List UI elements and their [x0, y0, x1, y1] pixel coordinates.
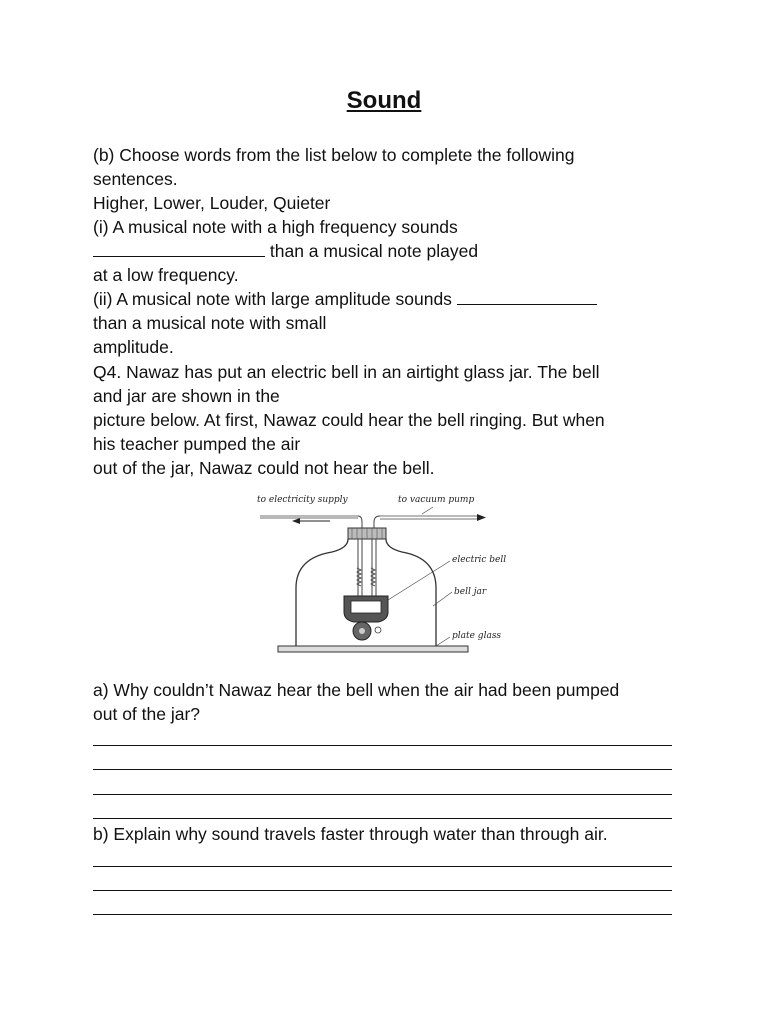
question-ii-line-1: [93, 287, 597, 311]
question-ii-line-2: than a musical note with small: [93, 313, 327, 333]
arrow-right-head: [477, 514, 486, 521]
question-ii-line-1-text: (ii) A musical note with large amplitude sounds: [93, 289, 457, 309]
q4-line-2: and jar are shown in the: [93, 386, 280, 406]
bell-label-leader: [388, 561, 450, 600]
label-plate-glass: plate glass: [452, 631, 502, 641]
pump-label-leader: [422, 507, 433, 514]
fill-in-blank-i[interactable]: [93, 240, 265, 257]
answer-line-a-2[interactable]: [93, 769, 672, 770]
part-b-intro-line-1: (b) Choose words from the list below to complete the following: [93, 145, 575, 165]
arrow-left-head: [292, 518, 300, 524]
question-i-line-2: [93, 239, 478, 263]
bell-jar-diagram: [250, 488, 520, 663]
plate-glass-base: [278, 646, 468, 652]
question-i-line-3: at a low frequency.: [93, 265, 239, 285]
answer-line-b-1[interactable]: [93, 866, 672, 867]
answer-line-a-1[interactable]: [93, 745, 672, 746]
answer-line-b-2[interactable]: [93, 890, 672, 891]
word-list: Higher, Lower, Louder, Quieter: [93, 193, 331, 213]
bell-jar-left-wall: [296, 539, 348, 646]
question-ii-line-3: amplitude.: [93, 337, 174, 357]
label-bell-jar: bell jar: [454, 587, 487, 597]
question-a-line-2: out of the jar?: [93, 704, 201, 724]
fill-in-blank-ii[interactable]: [457, 288, 597, 305]
label-to-vacuum-pump: to vacuum pump: [398, 495, 475, 505]
q4-line-1: Q4. Nawaz has put an electric bell in an airtight glass jar. The bell: [93, 362, 600, 382]
question-a-line-1: a) Why couldn’t Nawaz hear the bell when the air had been pumped: [93, 680, 620, 700]
bell-striker-icon: [375, 627, 381, 633]
question-b-line-1: b) Explain why sound travels faster through water than through air.: [93, 824, 608, 844]
q4-line-5: out of the jar, Nawaz could not hear the bell.: [93, 458, 435, 478]
answer-line-b-3[interactable]: [93, 914, 672, 915]
q4-line-4: his teacher pumped the air: [93, 434, 301, 454]
electric-bell-window: [351, 601, 381, 613]
label-to-electricity-supply: to electricity supply: [257, 495, 348, 505]
bell-jar-right-wall: [386, 539, 436, 646]
label-electric-bell: electric bell: [452, 555, 507, 565]
plate-label-leader: [436, 637, 450, 646]
bell-jar-illustration: [250, 488, 520, 663]
question-i-line-1: (i) A musical note with a high frequency sounds: [93, 217, 458, 237]
part-b-intro-line-2: sentences.: [93, 169, 178, 189]
pipe-bend-right: [374, 516, 380, 528]
q4-line-3: picture below. At first, Nawaz could hear the bell ringing. But when: [93, 410, 605, 430]
page-title: Sound: [346, 87, 422, 114]
answer-line-a-4[interactable]: [93, 818, 672, 819]
pipe-bend-left: [358, 516, 362, 528]
question-i-line-2-text: than a musical note played: [265, 241, 479, 261]
answer-line-a-3[interactable]: [93, 794, 672, 795]
